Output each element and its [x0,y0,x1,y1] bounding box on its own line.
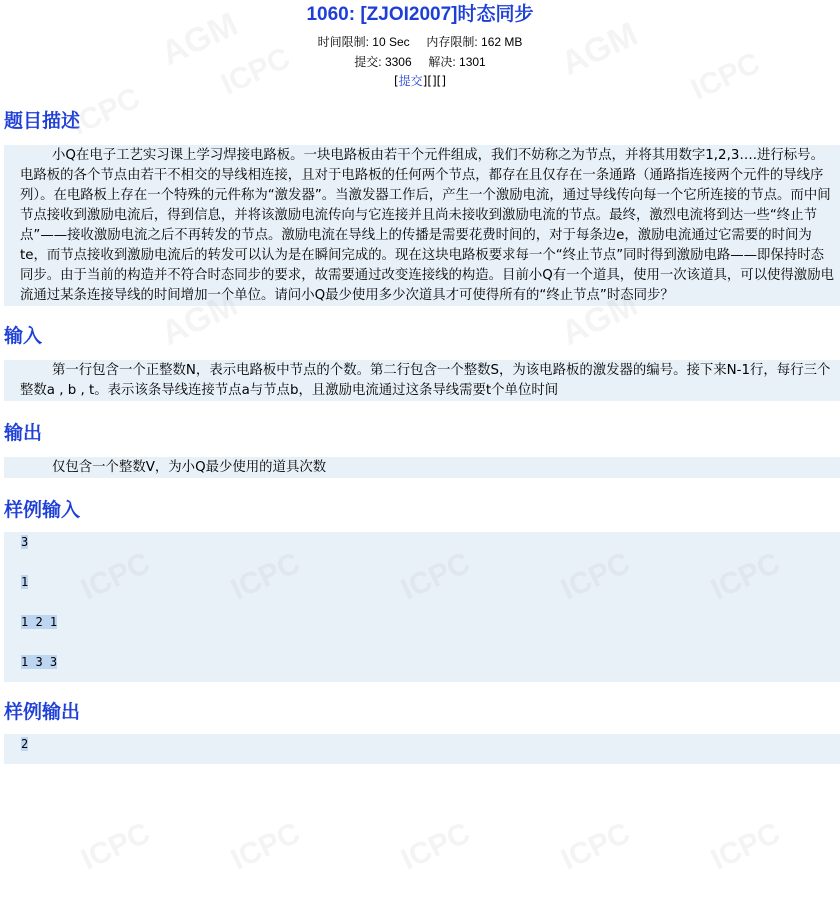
memory-limit-value: 162 MB [481,35,523,49]
description-heading: 题目描述 [4,111,81,132]
limits-line [0,32,840,52]
stats-line [0,52,840,72]
submit-count-value: 3306 [384,55,412,69]
problem-header [0,0,840,90]
input-heading: 输入 [4,326,43,347]
output-text: 仅包含一个整数V，为小Q最少使用的道具次数 [52,460,327,475]
sample-input-line: 1 3 3 [21,655,58,669]
input-text: 第一行包含一个正整数N，表示电路板中节点的个数。第二行包含一个整数S，为该电路板的激发器的编号。接下来N-1行，每行三个整数a , b , t。表示该条导线连接节点a与节点b，且激励电流通过这条导线需要t个单位时间 [20,363,831,398]
output-box [4,457,840,478]
link-bracket-tail: ][][] [422,74,447,88]
sample-input-box [4,532,840,682]
sample-input-heading: 样例输入 [4,500,81,521]
sample-input-line: 3 [21,535,29,549]
action-links [0,72,840,90]
watermark-layer: AGM ICPC ICPC AGM ICPC AGM AGM ICPC ICPC ICPC ICPC ICPC [66,5,786,877]
sample-output-heading: 样例输出 [4,702,81,723]
sample-output-box [4,734,840,764]
input-box [4,360,840,401]
sample-output-line: 2 [21,737,29,751]
link-bracket-open: [ [393,74,399,88]
solved-label: 解决: [428,55,456,69]
time-limit-label: 时间限制: [317,35,369,49]
sample-input-line: 1 2 1 [21,615,58,629]
time-limit-value: 10 Sec [372,35,410,49]
description-box [4,145,840,306]
submit-link[interactable]: 提交 [398,74,423,88]
output-heading: 输出 [4,423,43,444]
solved-value: 1301 [459,55,486,69]
memory-limit-label: 内存限制: [426,35,478,49]
submit-count-label: 提交: [354,55,382,69]
problem-title: 1060: [ZJOI2007]时态同步 [306,4,534,25]
sample-input-line: 1 [21,575,29,589]
description-text: 小Q在电子工艺实习课上学习焊接电路板。一块电路板由若干个元件组成，我们不妨称之为节点，并将其用数字1,2,3….进行标号。电路板的各个节点由若干不相交的导线相连接，且对于电路板的任何两个节点，都存在且仅存在一条通路（通路指连接两个元件的导线序列）。在电路板上存在一个特殊的元件称为“激发器”。当激发器工作后，产生一个激励电流，通过导线传向每一个它所连接的节点。而中间节点接收到激励电流后，得到信息，并将该激励电流传向与它连接并且尚未接收到激励电流的节点。最终，激烈电流将到达一些“终止节点”——接收激励电流之后不再转发的节点。激励电流在导线上的传播是需要花费时间的，对于每条边e，激励电流通过它需要的时间为te，而节点接收到激励电流后的转发可以认为是在瞬间完成的。现在这块电路板要求每一个“终止节点”同时得到激励电路——即保持时态同步。由于当前的构造并不符合时态同步的要求，故需要通过改变连接线的构造。目前小Q有一个道具，使用一次该道具，可以使得激励电流通过某条连接导线的时间增加一个单位。请问小Q最少使用多少次道具才可使得所有的“终止节点”时态同步？ [20,148,834,303]
